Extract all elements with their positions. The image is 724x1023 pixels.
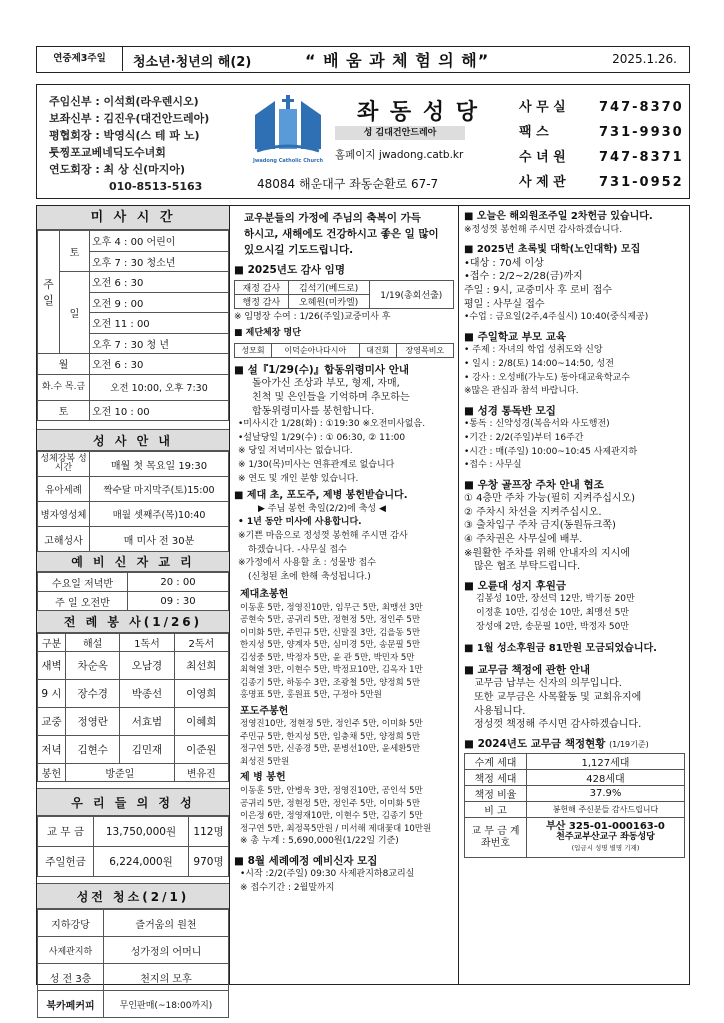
sacraments-title: 성 사 안 내: [37, 429, 229, 451]
church-logo: [249, 93, 327, 165]
greeting: 교우분들의 가정에 주님의 축복이 가득 하시고, 새해에도 건강하시고 좋은 일 많이 있으시길 기도드립니다.: [244, 212, 439, 256]
mass-sat-label: 토: [60, 231, 90, 272]
mass-table: [37, 230, 229, 421]
account-number: 부산 325-01-000163-0: [546, 821, 665, 833]
servers-table: 구분 해설 1독서 2독서 새벽 차순옥 오남경 최선희 9 시 장수경 박종선 이영희 교중 정영란 서효범 이혜희 저녁 김현수 김민재 이준원 봉헌 방준일 변유진: [37, 633, 229, 782]
officer-sisters: 툿찡포교베네딕도수녀회: [49, 146, 166, 159]
overseas-title: ■ 오늘은 해외원조주일 2차헌금 있습니다.: [464, 211, 653, 222]
bread-title: 제 병 봉헌: [240, 772, 286, 784]
logo-caption: Jwadong Catholic Church: [252, 158, 324, 164]
stats-table: 수계 세대 1,127세대 책정 세대 428세대 책정 비율 37.9% 비 고 봉헌해 주신분들 감사드립니다 교 무 금 계좌번호 부산 325-01-000163-0 천주교부산교구 좌동성당 (입금시 성명 별명 기재): [464, 753, 685, 858]
right-column: ■ 오늘은 해외원조주일 2차헌금 있습니다. ※정성껏 봉헌해 주시면 감사하겠습니다. ■ 2025년 초록빛 대학(노인대학) 모집 •대상 : 70세 이상 •접수 : 2/2~2/28(금)까지 주일 : 9시, 교중미사 후 로비 접수 평일 : 사무실 접수 •수업 : 금요일(2주,4주실시) 10:40(중식제공) ■ 주일학교 부모 교육 • 주제 : 자녀의 학업 성취도와 신앙 • 일시 : 2/8(토) 14:00~14:50, 성전 • 강사 : 오성배(가누도) 동아대교육학교수 ※많은 관심과 참석 바랍니다. ■ 성경 통독반 모집 •통독 : 신약성경(복음서와 사도행전) •기간 : 2/2(주일)부터 16주간 •시간 : 매(주일) 10:00~10:45 사제관지하 •접수 : 사무실 ■ 우창 골프장 주차 안내 협조 ① 4층만 주차 가능(필히 지켜주십시오) ② 주차시 차선을 지켜주십시오. ③ 출차입구 주차 금지(동원듀크쪽) ④ 주차권은 사무실에 배부. ※원활한 주차를 위해 안내자의 지시에 많은 협조 부탁드립니다. ■ 오륜대 성지 후원금 김봉성 10만, 장선덕 12만, 박기동 20만 이정훈 10만, 김성순 10만, 최맹선 5만 장성애 2만, 송문필 10만, 박정자 50만 ■ 1월 성소후원금 81만원 모금되었습니다. ■ 교무금 책정에 관한 안내 교무금 납부는 신자의 의무입니다. 또한 교무금은 사목활동 및 교회유지에 사용됩니다. 정성껏 책정해 주시면 감사하겠습니다. ■ 2024년도 교무금 책정현황 (1/19기준) 수계 세대 1,127세대 책정 세대 428세대 책정 비율 37.9% 비 고 봉헌해 주신분들 감사드립니다 교 무 금 계좌번호 부산 325-01-000163-0 천주교부산교구 좌동성당 (입금시 성명 별명 기재): [458, 205, 690, 985]
header-bar: [36, 46, 690, 73]
offer-title: ■ 제대 초, 포도주, 제병 봉헌받습니다.: [234, 490, 408, 502]
sacraments-table: 성체강복 성시간 매월 첫 목요일 19:30 유아세례 짝수달 마지막주(토)15:00 병자영성체 매월 셋째주(목)10:40 고해성사 매 미사 전 30분: [37, 451, 229, 552]
contact-row: 팩 스 731-9930: [519, 125, 684, 140]
week-label: 연중제3주일: [37, 47, 123, 71]
audit-title: ■ 2025년도 감사 임명: [234, 264, 345, 276]
account-holder: 천주교부산교구 좌동성당: [556, 832, 655, 843]
middle-column: 교우분들의 가정에 주님의 축복이 가득 하시고, 새해에도 건강하시고 좋은 일 많이 있으시길 기도드립니다. ■ 2025년도 감사 임명 재정 감사 김석기(베드로) 1/19(총회선출) 행정 감사 오혜원(미카엘) ※ 임명장 수여 : 1/26(주일)교중미사 후 ■ 제단체장 명단 성모회 이덕순아나다시아 대건회 장영목비오 ■ 설『1/29(수)』합동위령미사 안내 돌아가신 조상과 부모, 형제, 자매, 친척 및 은인들을 기억하며 추모하는 합동위령미사를 봉헌합니다. •미사시간 1/28(화) : ①19:30 ※오전미사없음. •설날당일 1/29(수) : ① 06:30, ② 11:00 ※ 당일 저녁미사는 없습니다. ※ 1/30(목)미사는 연휴관계로 없습니다 ※ 연도 및 개인 분향 있습니다. ■ 제대 초, 포도주, 제병 봉헌받습니다. ▶ 주님 봉헌 축일(2/2)에 축성 ◀ • 1년 동안 미사에 사용합니다. ※기쁜 마음으로 정성껏 봉헌해 주시면 감사 하겠습니다. -사무실 접수 ※가정에서 사용할 초 : 성물방 접수 (신청된 초에 한해 축성됩니다.) 제대초봉헌 이동훈 5만, 정영진10만, 임무근 5만, 최맹선 3만 공현숙 5만, 공귀리 5만, 정현정 5만, 정인주 5만 이미화 5만, 주민규 5만, 신말질 3만, 김을동 5만 한지성 5만, 양계자 5만, 심미경 5만, 송문필 5만 김성중 5만, 박정자 5만, 윤 관 5만, 박민자 5만 최혁열 3만, 이현수 5만, 박정묘10만, 김옥자 1만 김종기 5만, 하동수 3만, 조광철 5만, 양정희 5만 홍명표 5만, 홍원표 5만, 구정아 5만원 포도주봉헌 정영진10만, 정현정 5만, 정인주 5만, 이미화 5만 주민규 5만, 한지성 5만, 임충채 5만, 양정희 5만 정구연 5만, 신종경 5만, 문병선10만, 윤세환5만 최성진 5만원 제 병 봉헌 이동훈 5만, 안병욱 3만, 정영진10만, 공인석 5만 공귀리 5만, 정현정 5만, 정인주 5만, 이미화 5만 이은정 6만, 정영재10만, 이현수 5만, 김종기 5만 정구연 5만, 최정목5만원 / 미서해 제대꽃대 10만원 ※ 총 누계 : 5,690,000원(1/22일 기준) ■ 8월 세례예정 예비신자 모집 •시작 :2/2(주일) 09:30 사제관지하8교리실 ※ 접수기간 : 2월말까지: [230, 205, 458, 985]
contact-row: 수 녀 원 747-8371: [519, 150, 684, 165]
header-date: 2025.1.26.: [612, 52, 677, 66]
bread-list: 이동훈 5만, 안병욱 3만, 정영진10만, 공인석 5만 공귀리 5만, 정현정 5만, 정인주 5만, 이미화 5만 이은정 6만, 정영재10만, 이현수 5만, 김종기 5만 정구연 5만, 최정목5만원 / 미서해 제대꽃대 10만원: [240, 786, 432, 834]
jan-vocation-title: ■ 1월 성소후원금 81만원 모금되었습니다.: [464, 643, 657, 655]
contacts: [519, 95, 684, 195]
stats-title: ■ 2024년도 교무금 책정현황 (1/19기준): [464, 737, 649, 750]
mass-mon-label: 월: [38, 354, 90, 375]
mass-time: 오후 7 : 30 청 년: [90, 333, 229, 354]
contact-row: 사 제 관 731-0952: [519, 175, 684, 190]
candle-title: 제대초봉헌: [240, 589, 289, 601]
baptism-title: ■ 8월 세례예정 예비신자 모집: [234, 854, 378, 867]
candle-list: 이동훈 5만, 정영진10만, 임무근 5만, 최맹선 3만 공현숙 5만, 공귀리 5만, 정현정 5만, 정인주 5만 이미화 5만, 주민규 5만, 신말질 3만, 김을동 5만 한지성 5만, 양계자 5만, 심미경 5만, 송문필 5만 김성중 5만, 박정자 5만, 윤 관 5만, 박민자 5만 최혁열 3만, 이현수 5만, 박정묘10만, 김옥자 1만 김종기 5만, 하동수 3만, 조광철 5만, 양정희 5만 홍명표 5만, 홍원표 5만, 구정아 5만원: [240, 602, 423, 701]
officer-pastor: 주임신부 : 이석희(라우렌시오): [49, 95, 199, 108]
officer-yeondo: 연도회장 : 최 상 신(마지아): [49, 163, 186, 176]
account-note: (입금시 성명 별명 기재): [571, 844, 640, 853]
mass-time: 오후 7 : 30 청소년: [90, 251, 229, 272]
officer-assistant: 보좌신부 : 김진우(대건안드레아): [49, 112, 210, 125]
pilgrim-title: ■ 오륜대 성지 후원금: [464, 579, 567, 592]
tithe-title: ■ 교무금 책정에 관한 안내: [464, 663, 590, 676]
wine-list: 정영진10만, 정현정 5만, 정인주 5만, 이미화 5만 주민규 5만, 한지성 5만, 임충채 5만, 양정희 5만 정구연 5만, 신종경 5만, 문병선10만, 윤세환5만 최성진 5만원: [240, 719, 423, 767]
left-column: [36, 205, 230, 1012]
mass-time: 오전 10 : 00: [90, 400, 229, 421]
church-address: 48084 해운대구 좌동순환로 67-7: [257, 177, 439, 191]
catechumen-table: 수요일 저녁반 20 : 00 주 일 오전반 09 : 30: [37, 572, 229, 611]
offer-body: ▶ 주님 봉헌 축일(2/2)에 축성 ◀ • 1년 동안 미사에 사용합니다. ※기쁜 마음으로 정성껏 봉헌해 주시면 감사 하겠습니다. -사무실 접수 ※가정에서 사용할 초 : 성물방 접수 (신청된 초에 한해 축성됩니다.): [238, 503, 408, 582]
wine-title: 포도주봉헌: [240, 705, 289, 717]
contact-row: 사 무 실 747-8370: [519, 100, 684, 115]
mass-weekday-label: 화.수 목.금: [38, 374, 90, 400]
parking-title: ■ 우창 골프장 주차 안내 협조: [464, 478, 604, 491]
mass-time: 오전 6 : 30: [90, 272, 229, 293]
mass-title: 미 사 시 간: [37, 206, 229, 230]
parish-info-box: [36, 84, 690, 199]
mass-time: 오전 11 : 00: [90, 313, 229, 334]
bible-title: ■ 성경 통독반 모집: [464, 404, 556, 417]
altar-table: 성모회 이덕순아나다시아 대건회 장영목비오: [234, 343, 454, 358]
mass-time: 오전 9 : 00: [90, 292, 229, 313]
cleaning-title: 성전 청소(2/1): [37, 883, 229, 909]
cleaning-table: 지하강당 즐거움의 원천 사제관지하 성가정의 어머니 성 전 3층 천지의 모후 북카페커피 무인판매(~18:00까지): [37, 909, 229, 1018]
altar-title: ■ 제단체장 명단: [234, 328, 301, 339]
church-homepage[interactable]: 홈페이지 jwadong.catb.kr: [335, 149, 464, 161]
church-name: 좌 동 성 당: [357, 100, 479, 125]
offering-title: 우 리 들 의 정 성: [37, 788, 229, 816]
elder-title: ■ 2025년 초록빛 대학(노인대학) 모집: [464, 244, 641, 256]
seol-title: ■ 설『1/29(수)』합동위령미사 안내: [234, 363, 410, 376]
mass-time: 오전 6 : 30: [90, 354, 229, 375]
officer-phone: 010-8513-5163: [109, 180, 203, 193]
officer-council: 평협회장 : 박영식(스 테 파 노): [49, 129, 200, 142]
mass-sat2-label: 토: [38, 400, 90, 421]
church-logo-icon: [249, 93, 327, 155]
mass-sunday-label: 주일: [38, 231, 60, 354]
mass-time: 오전 10:00, 오후 7:30: [90, 374, 229, 400]
offer-total: ※ 총 누계 : 5,690,000원(1/22일 기준): [240, 836, 399, 847]
theme-main: “ 배 움 과 체 험 의 해”: [305, 51, 490, 70]
church-patron: 성 김대건안드레아: [335, 126, 465, 140]
officers-list: [49, 93, 209, 195]
school-title: ■ 주일학교 부모 교육: [464, 330, 567, 343]
offering-table: 교 무 금 13,750,000원 112명 주일헌금 6,224,000원 970명: [37, 816, 229, 877]
catechumen-title: 예 비 신 자 교 리: [37, 552, 229, 572]
servers-title: 전 례 봉 사(1/26): [37, 611, 229, 633]
mass-sun-label: 일: [60, 272, 90, 354]
theme-prefix: 청소년·청년의 해(2): [133, 55, 252, 70]
audit-table: 재정 감사 김석기(베드로) 1/19(총회선출) 행정 감사 오혜원(미카엘): [234, 280, 454, 309]
mass-time: 오후 4 : 00 어린이: [90, 231, 229, 252]
seol-body: 돌아가신 조상과 부모, 형제, 자매, 친척 및 은인들을 기억하며 추모하는 합동위령미사를 봉헌합니다. •미사시간 1/28(화) : ①19:30 ※오전미사없음. •설날당일 1/29(수) : ① 06:30, ② 11:00 ※ 당일 저녁미사는 없습니다. ※ 1/30(목)미사는 연휴관계로 없습니다 ※ 연도 및 개인 분향 있습니다.: [238, 378, 426, 484]
